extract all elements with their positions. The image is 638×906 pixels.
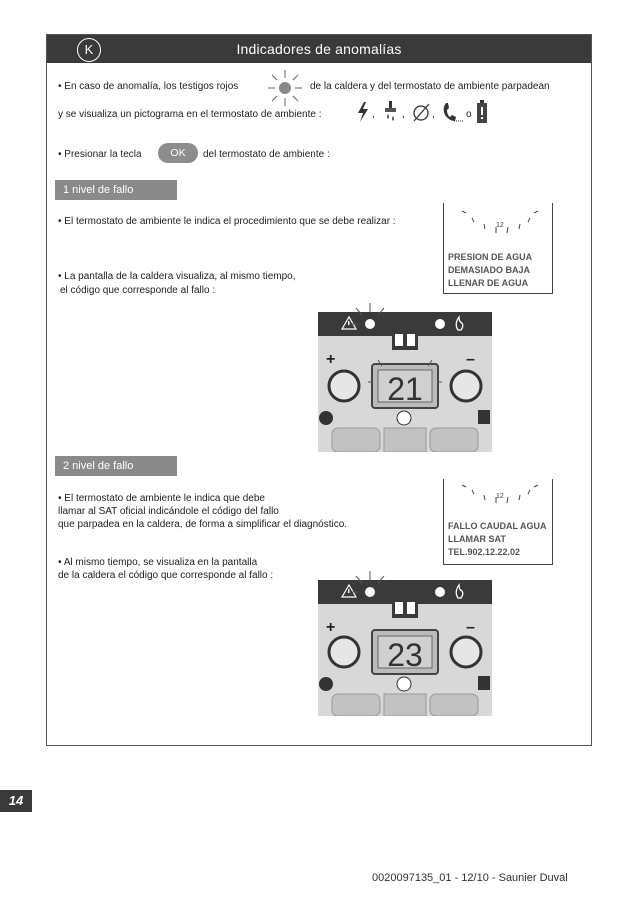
tap-button-icon xyxy=(397,411,411,425)
level1-dial-number: 12 xyxy=(496,222,504,229)
page-title: Indicadores de anomalías xyxy=(236,41,402,57)
plus-knob xyxy=(329,371,359,401)
status-lamp-icon xyxy=(435,587,445,597)
level2-dial-number: 12 xyxy=(496,493,504,500)
level2-text1-line3: que parpadea en la caldera, de forma a simplificar el diagnóstico. xyxy=(58,519,348,530)
tap-button-icon xyxy=(397,677,411,691)
phone-icon xyxy=(440,100,466,124)
level2-thermostat-display xyxy=(443,479,553,565)
fault-lamp-icon xyxy=(365,587,375,597)
no-flow-icon xyxy=(410,100,432,124)
or-word: o xyxy=(466,109,472,120)
status-lamp-icon xyxy=(435,319,445,329)
battery-icon xyxy=(476,99,488,125)
minus-label: – xyxy=(466,351,475,368)
footer-text: 0020097135_01 - 12/10 - Saunier Duval xyxy=(372,872,568,884)
level2-msg-line3: TEL.902.12.22.02 xyxy=(448,547,521,557)
level2-text1-line2: llamar al SAT oficial indicándole el código del fallo xyxy=(58,506,279,517)
level2-section-bar: 2 nivel de fallo xyxy=(55,456,177,476)
intro-text-b: de la caldera y del termostato de ambiente parpadean xyxy=(310,81,550,92)
page-number: 14 xyxy=(0,790,32,812)
level1-msg-line3: LLENAR DE AGUA xyxy=(448,278,529,288)
level2-msg-line2: LLAMAR SAT xyxy=(448,534,506,544)
level2-text2-line2: de la caldera el código que corresponde al fallo : xyxy=(58,570,274,581)
level1-text2-line2: el código que corresponde al fallo : xyxy=(60,285,216,296)
level2-msg-line1: FALLO CAUDAL AGUA xyxy=(448,521,547,531)
ok-key-button[interactable]: OK xyxy=(158,143,198,163)
intro-text-line2: y se visualiza un pictograma en el termostato de ambiente : xyxy=(58,109,322,120)
intro-text-a: • En caso de anomalía, los testigos rojos xyxy=(58,81,239,92)
separator-2: , xyxy=(402,109,405,120)
title-bar xyxy=(47,35,591,63)
fault-lamp-icon xyxy=(365,319,375,329)
level1-msg-line2: DEMASIADO BAJA xyxy=(448,265,531,275)
plus-knob xyxy=(329,637,359,667)
press-text-b: del termostato de ambiente : xyxy=(203,149,330,160)
level1-text1: • El termostato de ambiente le indica el procedimiento que se debe realizar : xyxy=(58,216,396,227)
plus-label: + xyxy=(326,619,336,636)
level1-msg-line1: PRESION DE AGUA xyxy=(448,252,533,262)
radiator-icon xyxy=(478,410,490,424)
level1-section-bar: 1 nivel de fallo xyxy=(55,180,177,200)
section-letter: K xyxy=(77,38,101,62)
reset-icon xyxy=(319,677,333,691)
minus-knob xyxy=(451,371,481,401)
level2-dial xyxy=(444,479,554,517)
level1-fault-code: 21 xyxy=(387,371,423,407)
boiler-panel-level1 xyxy=(318,300,492,452)
level1-text2-line1: • La pantalla de la caldera visualiza, al mismo tiempo, xyxy=(58,271,296,282)
plus-label: + xyxy=(326,351,336,368)
level2-text1-line1: • El termostato de ambiente le indica que debe xyxy=(58,493,265,504)
level1-thermostat-display xyxy=(443,203,553,294)
press-text-a: • Presionar la tecla xyxy=(58,149,142,160)
level1-dial xyxy=(444,203,554,245)
radiator-icon xyxy=(478,676,490,690)
minus-label: – xyxy=(466,619,475,636)
level2-text2-line1: • Al mismo tiempo, se visualiza en la pantalla xyxy=(58,557,258,568)
separator-1: , xyxy=(372,109,375,120)
boiler-panel-level2 xyxy=(318,568,492,716)
reset-icon xyxy=(319,411,333,425)
tap-drop-icon xyxy=(380,99,402,125)
separator-3: , xyxy=(432,109,435,120)
red-indicator-icon xyxy=(262,68,308,108)
minus-knob xyxy=(451,637,481,667)
level2-fault-code: 23 xyxy=(387,637,423,673)
lightning-icon xyxy=(354,100,372,124)
